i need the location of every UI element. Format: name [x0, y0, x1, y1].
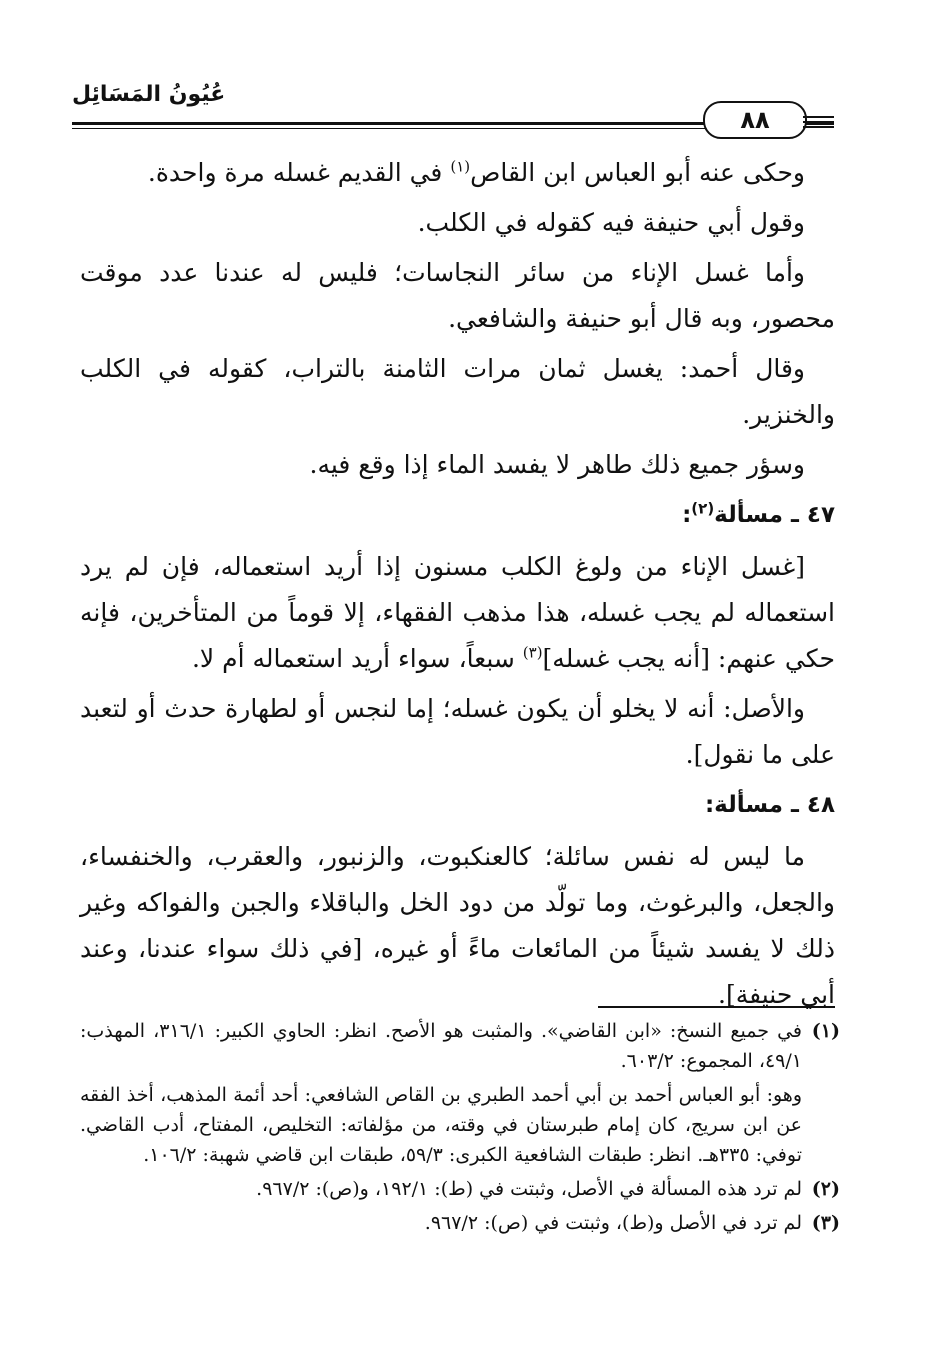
- paragraph-2: وقول أبي حنيفة فيه كقوله في الكلب.: [417, 208, 805, 237]
- paragraph-7: والأصل: أنه لا يخلو أن يكون غسله؛ إما لنجس أو لطهارة حدث أو لتعبد على ما نقول].: [80, 694, 835, 769]
- header-ornament-lines: [803, 116, 834, 131]
- paragraph-6: [غسل الإناء من ولوغ الكلب مسنون إذا أريد استعماله، فإن لم يرد استعماله لم يجب غسله، هذا مذهب الفقهاء، إلا قوماً من المتأخرين، فإنه حكي عنهم: [أنه يجب غسله]$^{(٣)}$ سبعاً، سواء أريد استعماله أم لا.: [80, 552, 835, 673]
- header-rule-thin: [72, 128, 712, 129]
- footnotes: [80, 1016, 840, 1242]
- footnote-1: [80, 1016, 840, 1076]
- footnote-1-continued: وهو: أبو العباس أحمد بن أبي أحمد الطبري بن القاص الشافعي: أحد أئمة المذهب، أخذ الفقه عن ابن سريج، كان إمام طبرستان في وقته، من مؤلفاته: التخليص، المفتاح، أدب القاضي. توفي: ٣٣٥هـ. انظر: طبقات الشافعية الكبرى: ٥٩/٣، طبقات ابن قاضي شهبة: ١٠٦/٢.: [80, 1084, 802, 1166]
- footnote-text: لم ترد هذه المسألة في الأصل، وثبتت في (ط): ١٩٢/١، و(ص): ٩٦٧/٢.: [256, 1178, 802, 1200]
- running-title: عُيُونُ المَسَائِل: [72, 82, 226, 107]
- footnote-number: (٣): [811, 1212, 840, 1234]
- footnote-3: [80, 1208, 840, 1238]
- footnote-text: لم ترد في الأصل و(ط)، وثبتت في (ص): ٩٦٧/٢.: [424, 1212, 802, 1234]
- paragraph-4: وقال أحمد: يغسل ثمان مرات الثامنة بالتراب، كقوله في الكلب والخنزير.: [80, 354, 835, 429]
- footnote-separator: [598, 1006, 835, 1008]
- footnote-2: [80, 1174, 840, 1204]
- footnote-number: (٢): [811, 1178, 840, 1200]
- section-heading-48: ٤٨ ـ مسألة:: [704, 792, 835, 818]
- footnote-number: (١): [811, 1020, 840, 1042]
- footnote-ref-2[interactable]: (٢): [691, 499, 715, 518]
- page-number: ٨٨: [703, 101, 807, 139]
- paragraph-1: وحكى عنه أبو العباس ابن القاص$^{(١)}$ في القديم غسله مرة واحدة.: [147, 157, 805, 187]
- main-text: [80, 150, 835, 1022]
- footnote-ref-1[interactable]: (١): [450, 157, 471, 176]
- paragraph-5: وسؤر جميع ذلك طاهر لا يفسد الماء إذا وقع فيه.: [309, 450, 805, 479]
- paragraph-8: ما ليس له نفس سائلة؛ كالعنكبوت، والزنبور، والعقرب، والخنفساء، والجعل، والبرغوث، وما تولّد من دود الخل والباقلاء والجبن والفواكه وغير ذلك لا يفسد شيئاً من المائعات ماءً أو غيره، [في ذلك سواء عندنا، وعند أبي حنيفة].: [80, 842, 835, 1009]
- paragraph-3: وأما غسل الإناء من سائر النجاسات؛ فليس له عندنا عدد موقت محصور، وبه قال أبو حنيفة والشافعي.: [80, 258, 835, 333]
- section-heading-47: ٤٧ ـ مسألة$^{(٢)}$:: [682, 499, 835, 528]
- footnote-text: في جميع النسخ: «ابن القاضي». والمثبت هو الأصح. انظر: الحاوي الكبير: ٣١٦/١، المهذب: ٤٩/١، المجموع: ٦٠٣/٢.: [80, 1020, 802, 1072]
- footnote-ref-3[interactable]: (٣): [522, 643, 543, 662]
